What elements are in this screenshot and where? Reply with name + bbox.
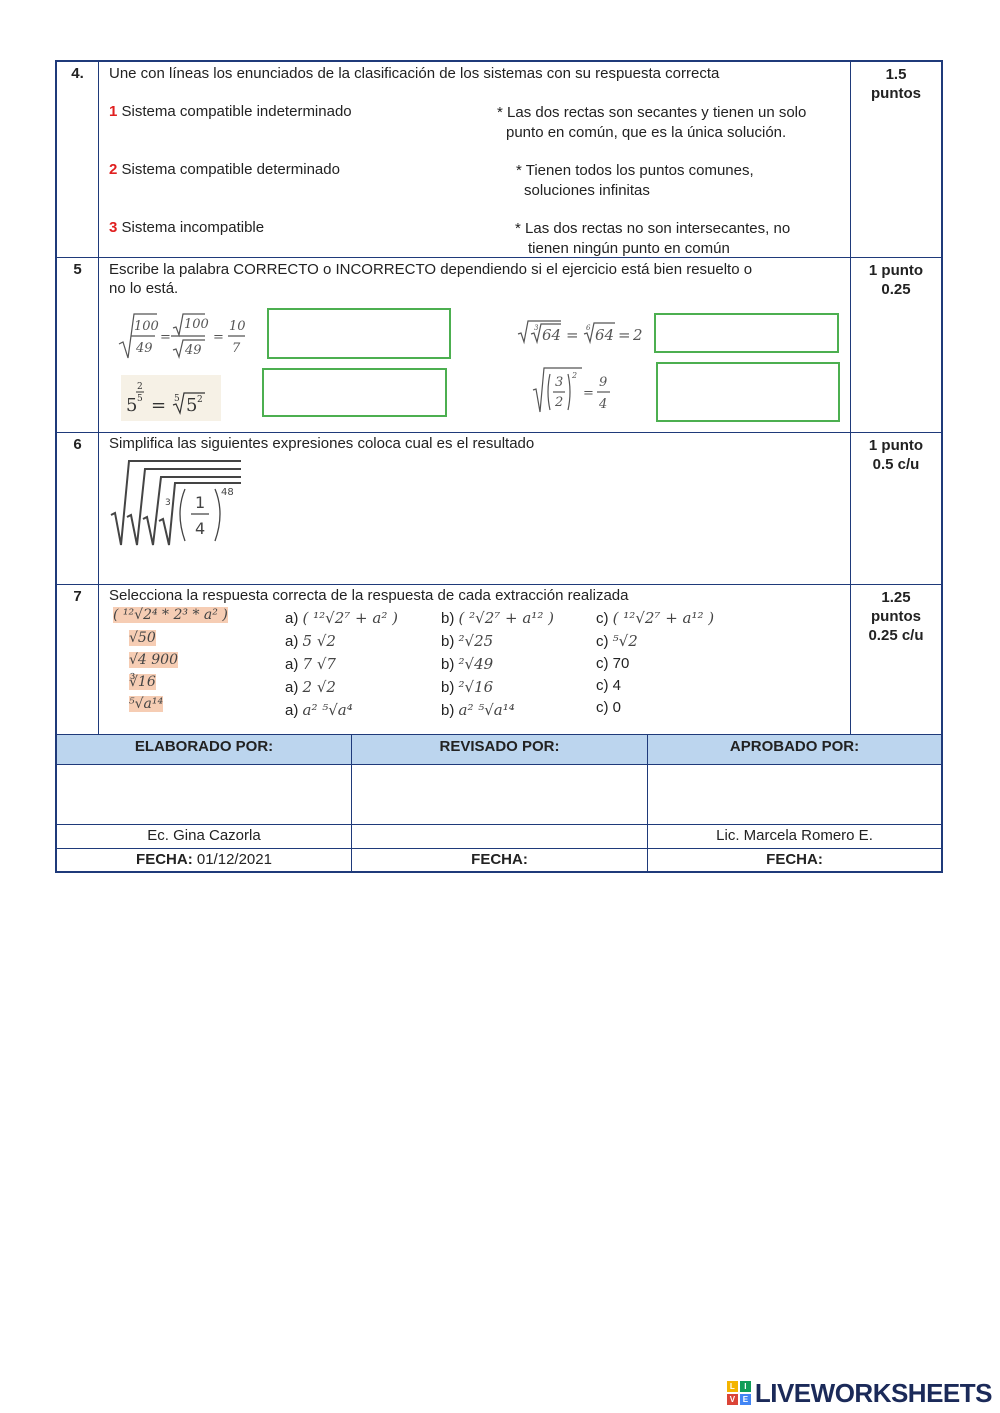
logo-text: LIVEWORKSHEETS [754,1377,992,1408]
points-unit: puntos [871,85,921,102]
answer-line: * Las dos rectas no son intersecantes, no [515,220,791,237]
equals-sign: = [213,330,224,345]
liveworksheets-logo [727,1377,992,1409]
item-text: Sistema incompatible [121,219,265,236]
option-a-4[interactable] [285,676,398,699]
highlighted-expression: √4 900 [129,652,178,668]
answer-line: tienen ningún punto en común [528,240,730,257]
option-label: c) [596,677,609,694]
answer-box-4[interactable] [656,362,840,422]
option-row-3 [129,652,178,668]
root-index: 3 [534,324,539,332]
exponent-radical-image [121,375,221,417]
option-c-3[interactable] [596,653,714,675]
revisado-signature-area [352,765,648,825]
aprobado-signature-area [648,765,941,825]
option-value: ( ¹²√2⁷ + a² ) [302,609,398,627]
points-value: 1 punto [868,262,924,279]
power: 2 [197,395,203,405]
option-label: a) [285,656,299,673]
question-points [851,433,941,584]
exponent-denominator: 5 [137,394,143,404]
points-value: 1.5 [885,66,907,83]
option-value: ( ¹²√2⁷ + a¹² ) [612,609,715,627]
option-value: a² ⁵√a⁴ [302,701,353,719]
option-label: c) [596,633,609,650]
question-5-body [99,258,851,432]
option-b-5[interactable] [441,699,554,722]
answer-line: punto en común, que es la única solución. [506,124,787,141]
option-value: a² ⁵√a¹⁴ [458,701,515,719]
option-label: b) [441,656,455,673]
question-4-body [99,62,851,257]
option-label: b) [441,702,455,719]
option-value: 0 [612,699,622,716]
points-per-item: 0.25 [881,281,911,298]
question-number: 7 [57,585,99,734]
numerator: 100 [134,319,159,334]
option-a-3[interactable] [285,653,398,676]
elaborado-header: ELABORADO POR: [57,735,352,765]
option-label: b) [441,633,455,650]
highlighted-expression: ⁵√a¹⁴ [129,696,164,712]
denominator: 49 [136,341,153,356]
option-row-1 [113,607,228,623]
option-b-2[interactable] [441,630,554,653]
question-number: 6 [57,433,99,584]
option-c-1[interactable] [596,607,714,630]
logo-mark-icon [727,1381,751,1405]
option-b-1[interactable] [441,607,554,630]
logo-square: I [740,1381,751,1392]
question-instruction: Simplifica las siguientes expresiones coloca cual es el resultado [109,435,535,452]
match-answer-3[interactable] [515,219,790,259]
date-value: 01/12/2021 [196,851,272,868]
revisado-name [352,825,648,849]
question-points [851,585,941,734]
exponent: 48 [221,487,234,498]
option-value: 5 √2 [302,632,336,650]
option-value: 4 [612,677,622,694]
question-6-body [99,433,851,584]
question-4-row [57,62,941,258]
option-c-2[interactable] [596,630,714,653]
option-value: 7 √7 [302,655,336,673]
result: 2 [633,326,643,344]
option-value: ⁵√2 [612,632,638,650]
item-number: 2 [109,161,118,178]
question-number: 5 [57,258,99,432]
item-text: Sistema compatible determinado [121,161,340,178]
exponent-numerator: 2 [137,382,143,392]
equals-sign: = [151,395,167,416]
option-label: c) [596,699,609,716]
option-value: ²√49 [458,655,494,673]
aprobado-header: APROBADO POR: [648,735,941,765]
equals-sign: = [566,326,579,344]
signature-footer [57,735,941,871]
elaborado-name: Ec. Gina Cazorla [57,825,352,849]
logo-square: E [740,1394,751,1405]
numerator: 3 [555,375,564,390]
question-6-row [57,433,941,585]
fraction-denominator: 4 [195,519,206,538]
points-value: 1 punto [868,437,924,454]
option-a-1[interactable] [285,607,398,630]
denominator: 4 [599,397,608,412]
points-per-item: 0.5 c/u [872,456,920,473]
question-points [851,258,941,432]
question-5-row [57,258,941,433]
instruction-line: Escribe la palabra CORRECTO o INCORRECTO dependiendo si el ejercicio está bien resuelto o [109,261,753,278]
aprobado-name: Lic. Marcela Romero E. [648,825,941,849]
match-item-3[interactable] [109,219,264,236]
option-c-4[interactable] [596,675,714,697]
instruction-line: no lo está. [109,280,179,297]
item-number: 1 [109,103,118,120]
option-label: b) [441,679,455,696]
revisado-date: FECHA: [352,849,648,871]
equals-sign: = [583,386,594,401]
highlighted-expression: ∛16 [129,674,156,690]
question-instruction: Une con líneas los enunciados de la clasificación de los sistemas con su respuesta correcta [109,65,720,82]
root-index: 3 [165,498,171,508]
denominator: 49 [185,343,202,358]
radicand: 64 [542,326,562,344]
equals-sign: = [618,326,631,344]
denominator: 2 [555,395,564,410]
nested-radical-image [109,453,249,553]
option-value: ( ²√2⁷ + a¹² ) [458,609,554,627]
option-row-4 [129,674,156,690]
item-text: Sistema compatible indeterminado [121,103,352,120]
question-7-body [99,585,851,734]
option-label: a) [285,702,299,719]
denominator: 7 [232,341,241,356]
question-instruction: Selecciona la respuesta correcta de la respuesta de cada extracción realizada [109,587,629,604]
expression: ¹²√2⁴ * 2³ * a² [122,607,218,623]
answer-line: * Tienen todos los puntos comunes, [516,162,754,179]
option-label: b) [441,610,455,627]
logo-square: L [727,1381,738,1392]
fraction-numerator: 1 [195,493,206,512]
worksheet-table [55,60,943,873]
question-instruction [109,260,752,298]
option-a-2[interactable] [285,630,398,653]
root-index: 5 [174,394,180,404]
equals-sign: = [160,330,171,345]
option-label: a) [285,610,299,627]
answer-line: * Las dos rectas son secantes y tienen un solo [497,104,807,121]
radicand: 5 [186,395,198,416]
question-7-row [57,585,941,735]
root-index: 6 [586,324,591,332]
item-number: 3 [109,219,118,236]
numerator: 10 [229,319,246,334]
answer-line: soluciones infinitas [524,182,650,199]
exercise-1-expression [117,310,249,360]
points-unit: puntos [871,608,921,625]
option-row-5 [129,696,163,712]
option-value: ²√25 [458,632,494,650]
option-row-2 [129,630,156,646]
answer-box-1[interactable] [267,308,451,359]
numerator: 100 [184,317,209,332]
question-points [851,62,941,257]
radicand: 64 [595,326,615,344]
option-value: 2 √2 [302,678,336,696]
aprobado-date: FECHA: [766,851,823,868]
option-label: a) [285,679,299,696]
option-label: c) [596,610,609,627]
highlighted-expression: √50 [129,630,156,646]
elaborado-date [57,849,352,871]
logo-square: V [727,1394,738,1405]
elaborado-signature-area [57,765,352,825]
exercise-4-expression [532,366,622,424]
match-answer-2[interactable] [516,161,754,201]
option-a-5[interactable] [285,699,398,722]
base: 5 [126,395,138,416]
radical-fraction-image [117,310,249,362]
power: 2 [572,371,578,380]
highlighted-expression: ( ¹²√2⁴ * 2³ * a² ) [113,607,228,623]
question-number: 4. [57,62,99,257]
answer-box-2[interactable] [654,313,839,353]
exercise-expression [109,453,249,557]
answer-box-3[interactable] [262,368,447,417]
option-c-5[interactable] [596,697,714,719]
exercise-2-expression [517,318,649,352]
points-per-item: 0.25 c/u [868,627,924,644]
points-value: 1.25 [881,589,911,606]
options-column-b [441,607,554,722]
numerator: 9 [599,375,608,390]
date-label: FECHA: [136,851,193,868]
option-value: 70 [612,655,630,672]
option-label: c) [596,655,609,672]
squared-fraction-image [532,366,622,420]
match-item-1[interactable] [109,103,352,120]
exercise-3-expression [121,375,221,421]
option-value: ²√16 [458,678,494,696]
nested-radical-image [517,318,649,348]
match-item-2[interactable] [109,161,340,178]
options-column-c [596,607,714,719]
option-label: a) [285,633,299,650]
option-b-4[interactable] [441,676,554,699]
match-answer-1[interactable] [497,103,806,143]
option-b-3[interactable] [441,653,554,676]
revisado-header: REVISADO POR: [352,735,648,765]
options-column-a [285,607,398,722]
